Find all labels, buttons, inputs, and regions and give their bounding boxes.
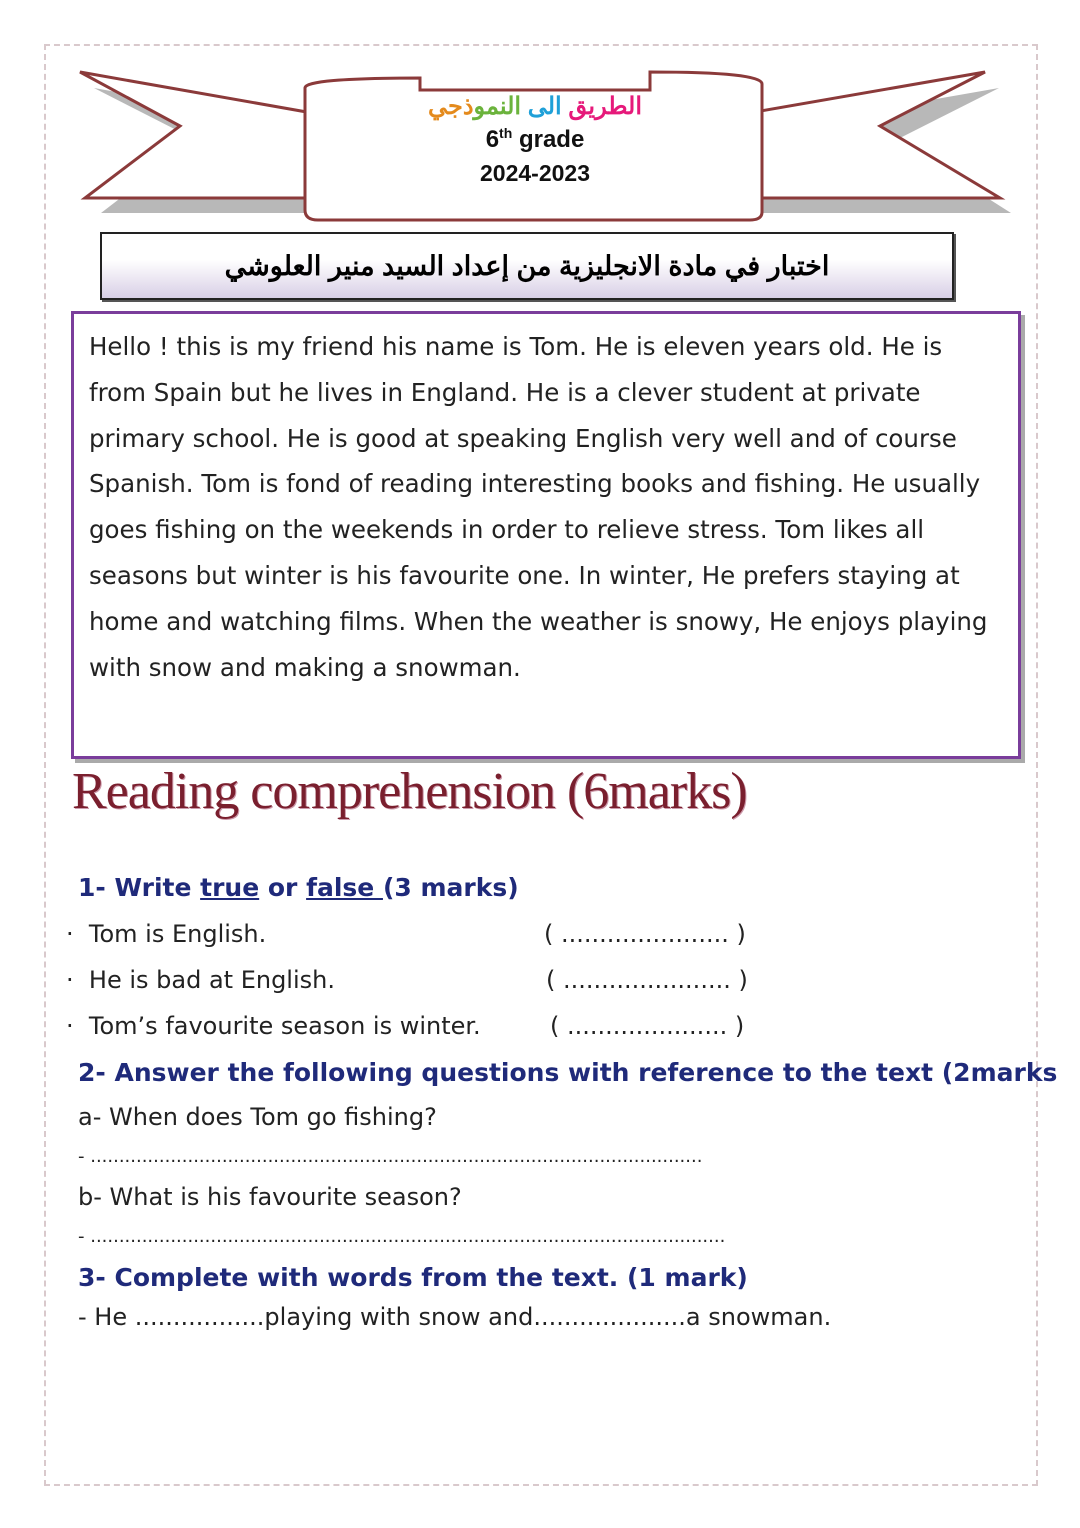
question-3-heading: 3- Complete with words from the text. (1 mark) <box>78 1263 748 1292</box>
question-2b: b- What is his favourite season? <box>78 1183 462 1211</box>
q1-false: false <box>306 873 383 902</box>
title-part: الى <box>527 93 562 120</box>
true-false-item <box>66 966 335 994</box>
title-part: الطريق <box>568 93 642 120</box>
answer-line-2a[interactable]: - ........................................................................................................... <box>78 1146 703 1167</box>
statement: Tom is English. <box>88 920 267 948</box>
school-year: 2024-2023 <box>480 160 590 186</box>
subtitle-box <box>100 232 954 300</box>
q1-prefix: 1- Write <box>78 873 201 902</box>
answer-blank[interactable]: ( ...................... ) <box>544 920 746 948</box>
question-2a: a- When does Tom go fishing? <box>78 1103 437 1131</box>
answer-blank[interactable]: ( ..................... ) <box>550 1012 745 1040</box>
grade-number: 6 <box>485 126 500 153</box>
answer-line-2b[interactable]: - ............................................................................................................... <box>78 1226 726 1247</box>
bullet: · <box>66 1012 74 1040</box>
reading-passage-box <box>71 311 1021 759</box>
true-false-item <box>66 1012 481 1040</box>
question-1-heading <box>78 873 519 902</box>
q1-marks: (3 marks) <box>382 873 519 902</box>
subtitle: اختبار في مادة الانجليزية من إعداد السيد منير العلوشي <box>224 250 830 281</box>
true-false-item <box>66 920 266 948</box>
reading-passage: Hello ! this is my friend his name is Tom. He is eleven years old. He is from Spain but he lives in England. He is a clever student at private primary school. He is good at speaking English very well and of course Spanish. Tom is fond of reading interesting books and fishing. He usually goes fishing on the weekends in order to relieve stress. Tom likes all seasons but winter is his favourite one. In winter, He prefers staying at home and watching films. When the weather is snowy, He enjoys playing with snow and making a snowman. <box>89 332 988 682</box>
section-title: Reading comprehension (6marks) <box>72 763 747 820</box>
statement: He is bad at English. <box>88 966 335 994</box>
bullet: · <box>66 920 74 948</box>
grade-suffix: th <box>499 125 513 141</box>
question-3-item[interactable]: - He .................playing with snow and....................a snowman. <box>78 1303 832 1331</box>
q1-or: or <box>259 873 307 902</box>
grade-word: grade <box>518 126 585 153</box>
q1-true: true <box>200 873 260 902</box>
bullet: · <box>66 966 74 994</box>
banner-text <box>310 92 760 187</box>
title-part: ذجي <box>428 93 474 120</box>
answer-blank[interactable]: ( ...................... ) <box>546 966 748 994</box>
grade-label <box>310 125 760 154</box>
arabic-title <box>310 92 760 121</box>
question-2-heading: 2- Answer the following questions with reference to the text (2marks <box>78 1058 1058 1087</box>
statement: Tom’s favourite season is winter. <box>88 1012 481 1040</box>
title-part: النمو <box>473 93 522 120</box>
